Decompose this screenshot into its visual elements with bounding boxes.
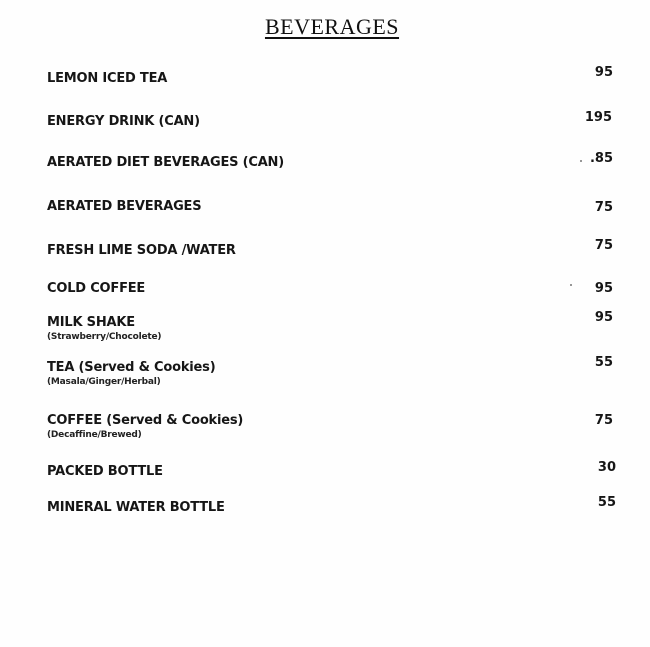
item-name: MINERAL WATER BOTTLE — [47, 500, 225, 515]
item-note: (Strawberry/Chocolete) — [47, 332, 162, 342]
item-price: 75 — [594, 200, 613, 215]
item-price: 30 — [597, 460, 616, 475]
item-name: TEA (Served & Cookies) — [47, 360, 216, 375]
item-name: FRESH LIME SODA /WATER — [47, 243, 236, 258]
item-name: COFFEE (Served & Cookies) — [47, 413, 244, 428]
scan-speck — [580, 160, 582, 162]
item-name: ENERGY DRINK (CAN) — [47, 114, 200, 129]
item-name: PACKED BOTTLE — [47, 464, 163, 479]
item-price: .85 — [589, 151, 613, 166]
item-price: 55 — [597, 495, 616, 510]
item-price: 55 — [594, 355, 613, 370]
item-name: COLD COFFEE — [47, 281, 146, 296]
item-note: (Masala/Ginger/Herbal) — [47, 377, 161, 387]
menu-title — [0, 14, 650, 40]
item-name: MILK SHAKE — [47, 315, 135, 330]
item-price: 75 — [594, 413, 613, 428]
item-name: LEMON ICED TEA — [47, 71, 168, 86]
item-name: AERATED DIET BEVERAGES (CAN) — [47, 155, 284, 170]
menu-title-text: BEVERAGES — [264, 14, 400, 39]
item-price: 95 — [594, 65, 613, 80]
item-name: AERATED BEVERAGES — [47, 199, 202, 214]
item-price: 95 — [594, 281, 613, 296]
item-price: 95 — [594, 310, 613, 325]
item-note: (Decaffine/Brewed) — [47, 430, 142, 440]
item-price: 75 — [594, 238, 613, 253]
item-price: 195 — [584, 110, 612, 125]
scan-speck — [570, 284, 572, 286]
